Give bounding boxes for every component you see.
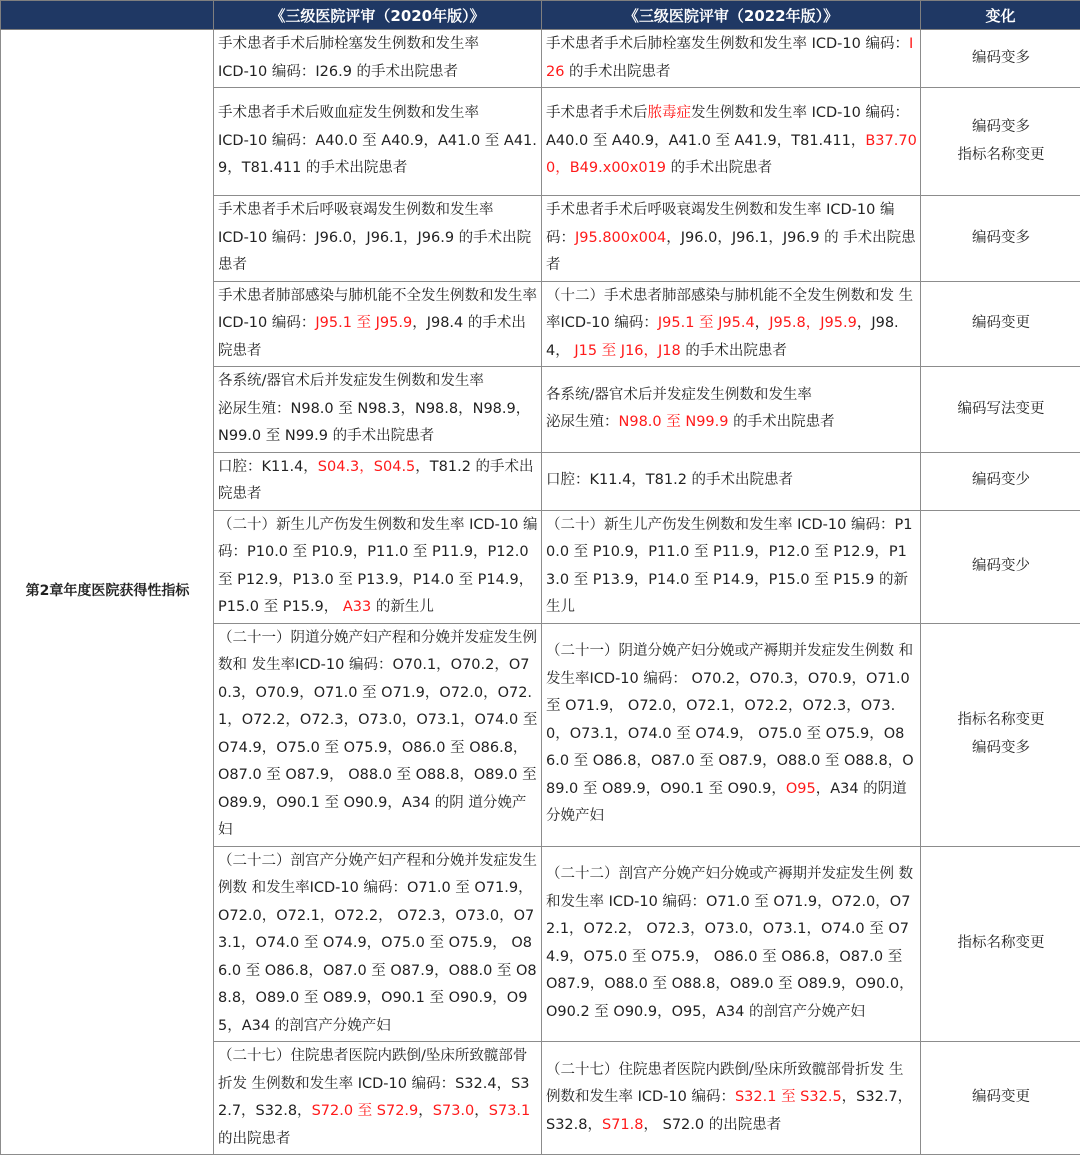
text-segment: ， S72.0 的出院患者 <box>644 1117 782 1133</box>
text-segment: 的手术出院患者 <box>666 160 772 176</box>
cell-2022-version <box>542 367 921 453</box>
text-segment: 泌尿生殖：N98.0 至 N98.3，N98.8，N98.9，N99.0 至 N99.9 的手术出院患者 <box>218 401 530 445</box>
change-label: 指标名称变更 <box>925 930 1077 958</box>
text-line <box>546 409 917 437</box>
text-line <box>546 197 917 280</box>
text-segment: ，T81.2 的手术出院患者 <box>218 459 534 503</box>
change-label: 编码变多 <box>925 225 1077 253</box>
text-line <box>546 467 917 495</box>
text-segment: 各系统/器官术后并发症发生例数和发生率 <box>218 373 484 389</box>
text-segment: 口腔：K11.4， <box>218 459 318 475</box>
text-segment: 手术患者手术后肺栓塞发生例数和发生率 <box>218 36 479 52</box>
cell-2022-version <box>542 452 921 510</box>
highlighted-code: S32.1 至 S32.5 <box>735 1089 842 1105</box>
change-label: 编码变少 <box>925 553 1077 581</box>
text-line <box>218 396 538 451</box>
text-segment: 手术患者手术后 <box>546 105 648 121</box>
change-label: 编码变多 <box>925 735 1077 763</box>
cell-2020-version <box>214 1042 542 1155</box>
text-segment: ICD-10 编码：I26.9 的手术出院患者 <box>218 64 458 80</box>
text-line <box>546 283 917 366</box>
highlighted-code: J15 至 J16，J18 <box>574 343 680 359</box>
cell-2022-version <box>542 281 921 367</box>
text-segment: 各系统/器官术后并发症发生例数和发生率 <box>546 387 812 403</box>
text-segment: （二十七）住院患者医院内跌倒/坠床所致髋部骨折发 生例数和发生率 ICD-10 编码：S32.4，S32.7，S32.8， <box>218 1048 530 1119</box>
text-line <box>218 100 538 128</box>
text-segment: ，A34 的阴道 分娩产妇 <box>546 781 907 825</box>
text-segment: （二十）新生儿产伤发生例数和发生率 ICD-10 编码：P10.0 至 P10.9，P11.0 至 P11.9，P12.0 至 P12.9，P13.0 至 P13.9，P14.0 至 P14.9，P15.0 至 P15.9， <box>218 517 537 616</box>
text-segment: 的手术出院患者 <box>728 414 834 430</box>
text-segment: 的手术出院患者 <box>681 343 787 359</box>
cell-2020-version <box>214 510 542 623</box>
cell-change <box>921 88 1080 196</box>
header-2020-version: 《三级医院评审（2020年版）》 <box>214 1 542 30</box>
text-segment: ICD-10 编码：A40.0 至 A40.9，A41.0 至 A41.9，T81.411 的手术出院患者 <box>218 133 537 177</box>
change-label: 编码变更 <box>925 1084 1077 1112</box>
text-line <box>546 100 917 183</box>
text-segment: 发生例数和发生率 ICD-10 编码：A40.0 至 A40.9，A41.0 至 A41.9，T81.411， <box>546 105 909 149</box>
cell-change <box>921 281 1080 367</box>
text-line <box>546 31 917 86</box>
cell-2020-version <box>214 367 542 453</box>
text-line <box>218 59 538 87</box>
cell-change <box>921 846 1080 1042</box>
text-segment: （二十一）阴道分娩产妇产程和分娩并发症发生例数和 发生率ICD-10 编码：O70.1，O70.2，O70.3，O70.9，O71.0 至 O71.9，O72.0，O72.1，O72.2，O72.3，O73.0，O73.1，O74.0 至 O74.9，O75.0 至 O75.9，O86.0 至 O86.8，O87.0 至 O87.9， O88.0 至 O88.8，O89.0 至 O89.9，O90.1 至 O90.9，A34 的阴 道分娩产妇 <box>218 630 537 839</box>
text-segment: ，J98.4 的手术出院患者 <box>218 315 526 359</box>
text-segment: 手术患者手术后败血症发生例数和发生率 <box>218 105 479 121</box>
text-line <box>218 454 538 509</box>
cell-2020-version <box>214 30 542 88</box>
cell-change <box>921 1042 1080 1155</box>
text-segment: （二十一）阴道分娩产妇分娩或产褥期并发症发生例数 和发生率ICD-10 编码： O70.2，O70.3，O70.9，O71.0 至 O71.9， O72.0，O72.1，O72.2，O72.3，O73.0，O73.1，O74.0 至 O74.9， O75.0 至 O75.9，O86.0 至 O86.8，O87.0 至 O87.9，O88.0 至 O88.8，O89.0 至 O89.9，O90.1 至 O90.9， <box>546 643 914 797</box>
chapter-cell: 第2章年度医院获得性指标 <box>1 30 214 1155</box>
text-line <box>546 512 917 622</box>
text-segment: ， <box>418 1103 433 1119</box>
text-segment: ，J98.4， <box>546 315 899 359</box>
text-segment: （十二）手术患者肺部感染与肺机能不全发生例数和发 生率ICD-10 编码： <box>546 288 913 332</box>
highlighted-code: A33 <box>343 599 371 615</box>
cell-2020-version <box>214 196 542 282</box>
text-segment: 泌尿生殖： <box>546 414 619 430</box>
highlighted-code: J95.800x004 <box>575 230 666 246</box>
text-line <box>218 197 538 225</box>
text-line <box>218 368 538 396</box>
cell-2020-version <box>214 452 542 510</box>
highlighted-code: S73.1 <box>489 1103 531 1119</box>
text-line <box>546 638 917 831</box>
highlighted-code: O95 <box>786 781 816 797</box>
text-segment: 口腔：K11.4，T81.2 的手术出院患者 <box>546 472 793 488</box>
highlighted-code: 脓毒症 <box>648 105 692 121</box>
text-line <box>546 382 917 410</box>
cell-change <box>921 367 1080 453</box>
cell-2022-version <box>542 510 921 623</box>
highlighted-code: S04.3，S04.5 <box>318 459 415 475</box>
change-label: 编码写法变更 <box>925 396 1077 424</box>
highlighted-code: J95.1 至 J95.4 <box>658 315 755 331</box>
text-line <box>218 1043 538 1153</box>
header-row <box>1 1 1080 30</box>
cell-2020-version <box>214 88 542 196</box>
highlighted-code: B37.700，B49.x00x019 <box>546 133 917 177</box>
text-line <box>546 861 917 1026</box>
text-line <box>218 128 538 183</box>
highlighted-code: N98.0 至 N99.9 <box>619 414 729 430</box>
text-segment: 的出院患者 <box>218 1131 291 1147</box>
text-line <box>218 512 538 622</box>
change-label: 编码变多 <box>925 45 1077 73</box>
cell-2022-version <box>542 846 921 1042</box>
header-2022-version: 《三级医院评审（2022年版）》 <box>542 1 921 30</box>
header-chapter <box>1 1 214 30</box>
change-label: 指标名称变更 <box>925 707 1077 735</box>
cell-change <box>921 196 1080 282</box>
highlighted-code: J95.8，J95.9 <box>769 315 857 331</box>
cell-2022-version <box>542 196 921 282</box>
text-line <box>218 625 538 845</box>
text-segment: 手术患者手术后呼吸衰竭发生例数和发生率 <box>218 202 494 218</box>
cell-2022-version <box>542 623 921 846</box>
cell-2022-version <box>542 30 921 88</box>
text-segment: ，J96.0，J96.1，J96.9 的 手术出院患者 <box>546 230 916 274</box>
text-line <box>546 1057 917 1140</box>
text-segment: （二十）新生儿产伤发生例数和发生率 ICD-10 编码：P10.0 至 P10.9，P11.0 至 P11.9，P12.0 至 P12.9，P13.0 至 P13.9，P14.0 至 P14.9，P15.0 至 P15.9 的新生儿 <box>546 517 912 616</box>
highlighted-code: S71.8 <box>602 1117 644 1133</box>
highlighted-code: S72.0 至 S72.9 <box>312 1103 419 1119</box>
change-label: 指标名称变更 <box>925 142 1077 170</box>
text-line <box>218 283 538 366</box>
change-label: 编码变少 <box>925 467 1077 495</box>
cell-2020-version <box>214 623 542 846</box>
text-segment: ICD-10 编码：J96.0，J96.1，J96.9 的手术出院患者 <box>218 230 531 274</box>
text-line <box>218 225 538 280</box>
text-segment: ， <box>474 1103 489 1119</box>
table-body <box>1 30 1080 1155</box>
cell-change <box>921 623 1080 846</box>
change-label: 编码变多 <box>925 114 1077 142</box>
text-segment: 手术患者手术后肺栓塞发生例数和发生率 ICD-10 编码： <box>546 36 909 52</box>
highlighted-code: S73.0 <box>433 1103 475 1119</box>
text-segment: 手术患者肺部感染与肺机能不全发生例数和发生率ICD-10 编码： <box>218 288 537 332</box>
cell-2020-version <box>214 281 542 367</box>
text-segment: 的手术出院患者 <box>564 64 670 80</box>
highlighted-code: I26 <box>546 36 913 80</box>
cell-change <box>921 510 1080 623</box>
text-segment: （二十二）剖宫产分娩产妇产程和分娩并发症发生例数 和发生率ICD-10 编码：O71.0 至 O71.9，O72.0，O72.1，O72.2， O72.3，O73.0，O73.1，O74.0 至 O74.9，O75.0 至 O75.9， O86.0 至 O86.8，O87.0 至 O87.9，O88.0 至 O88.8，O89.0 至 O89.9，O90.1 至 O90.9，O95，A34 的剖宫产分娩产妇 <box>218 853 537 1034</box>
table-row <box>1 30 1080 88</box>
text-line <box>218 848 538 1041</box>
text-segment: ，S32.7，S32.8， <box>546 1089 912 1133</box>
highlighted-code: J95.1 至 J95.9 <box>315 315 412 331</box>
text-segment: 的新生儿 <box>371 599 434 615</box>
cell-2022-version <box>542 88 921 196</box>
text-line <box>218 31 538 59</box>
change-label: 编码变更 <box>925 310 1077 338</box>
header-change: 变化 <box>921 1 1080 30</box>
text-segment: ， <box>755 315 770 331</box>
cell-2022-version <box>542 1042 921 1155</box>
cell-change <box>921 30 1080 88</box>
cell-change <box>921 452 1080 510</box>
text-segment: 手术患者手术后呼吸衰竭发生例数和发生率 ICD-10 编码： <box>546 202 894 246</box>
cell-2020-version <box>214 846 542 1042</box>
text-segment: （二十二）剖宫产分娩产妇分娩或产褥期并发症发生例 数和发生率 ICD-10 编码：O71.0 至 O71.9，O72.0，O72.1，O72.2， O72.3，O73.0，O73.1，O74.0 至 O74.9，O75.0 至 O75.9， O86.0 至 O86.8，O87.0 至 O87.9，O88.0 至 O88.8，O89.0 至 O89.9，O90.0，O90.2 至 O90.9，O95，A34 的剖宫产分娩产妇 <box>546 866 914 1020</box>
text-segment: （二十七）住院患者医院内跌倒/坠床所致髋部骨折发 生例数和发生率 ICD-10 编码： <box>546 1062 904 1106</box>
